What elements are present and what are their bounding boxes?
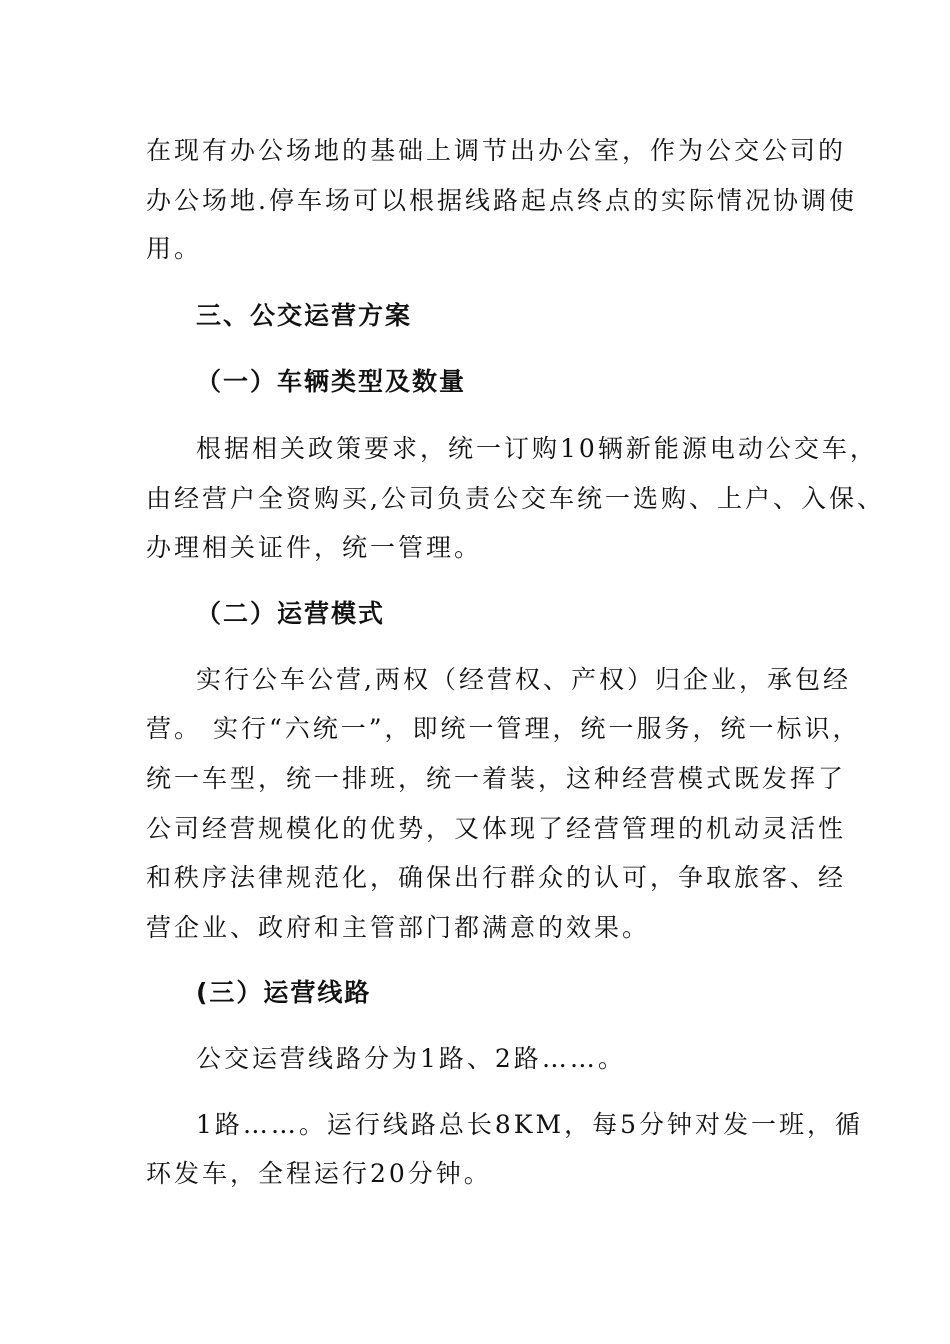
paragraph-line: 实行公车公营,两权（经营权、产权）归企业，承包经 (196, 665, 851, 694)
paragraph-line: 根据相关政策要求，统一订购10辆新能源电动公交车， (196, 434, 878, 463)
paragraph-line: 办理相关证件，统一管理。 (146, 533, 483, 562)
paragraph-line: 环发车，全程运行20分钟。 (146, 1159, 492, 1188)
paragraph-line: 营。 实行“六统一”，即统一管理，统一服务，统一标识， (146, 714, 861, 743)
paragraph-line: 在现有办公场地的基础上调节出办公室，作为公交公司的 (146, 136, 847, 165)
paragraph-line: 和秩序法律规范化，确保出行群众的认可，争取旅客、经 (146, 863, 847, 892)
subsection-heading: (三）运营线路 (196, 978, 372, 1007)
paragraph-line: 用。 (146, 234, 203, 263)
section-heading: 三、公交运营方案 (196, 301, 413, 330)
paragraph-line: 公司经营规模化的优势，又体现了经营管理的机动灵活性 (146, 814, 847, 843)
paragraph-line: 由经营户全资购买,公司负责公交车统一选购、上户、入保、 (146, 484, 885, 513)
subsection-heading: （一）车辆类型及数量 (196, 367, 467, 396)
paragraph-line: 办公场地.停车场可以根据线路起点终点的实际情况协调使 (146, 186, 857, 215)
paragraph-line: 营企业、政府和主管部门都满意的效果。 (146, 913, 651, 942)
paragraph-line: 1路……。运行线路总长8KM，每5分钟对发一班，循 (196, 1110, 863, 1139)
paragraph-line: 公交运营线路分为1路、2路……。 (196, 1044, 626, 1073)
paragraph-line: 统一车型，统一排班，统一着装，这种经营模式既发挥了 (146, 764, 847, 793)
subsection-heading: （二）运营模式 (196, 599, 386, 628)
